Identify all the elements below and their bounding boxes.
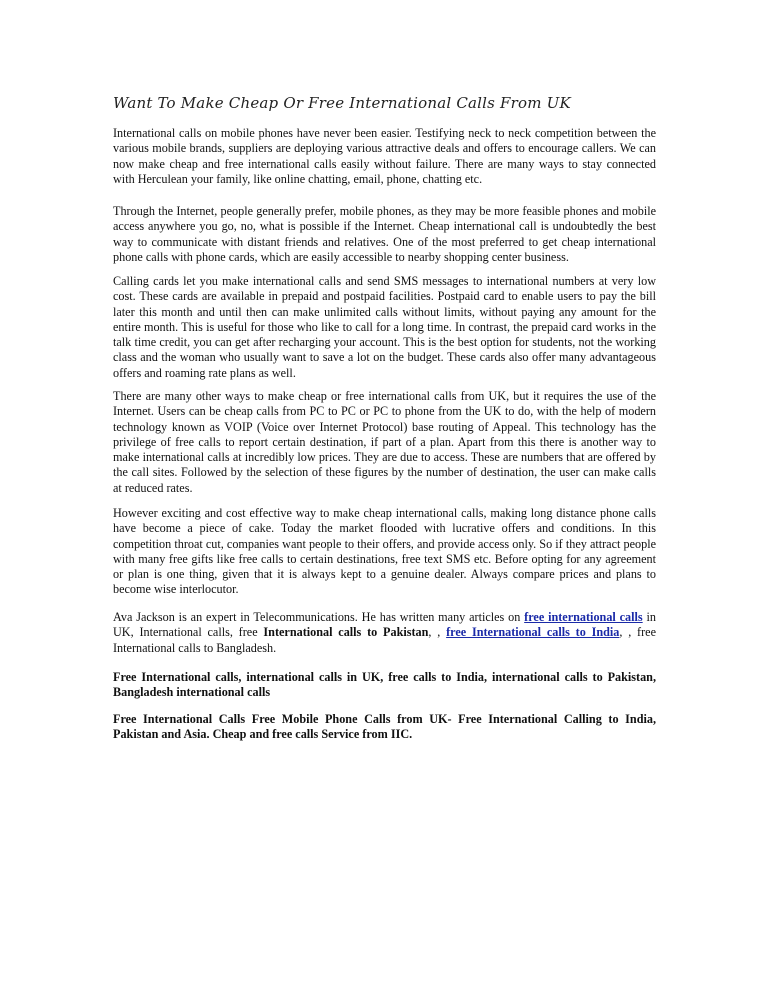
free-calls-india-link[interactable]: free International calls to India xyxy=(446,625,620,640)
author-bio-intro: Ava Jackson is an expert in Telecommunications. He has written many articles on xyxy=(113,610,525,624)
author-bio-text-2: , , xyxy=(428,625,447,640)
document-title: Want To Make Cheap Or Free International Calls From UK xyxy=(113,94,571,112)
author-bio-text-3: , , free International calls to Bangladesh. xyxy=(113,625,656,655)
keywords-line: Free International calls, international calls in UK, free calls to India, international calls to Pakistan, Bangladesh international calls xyxy=(113,670,656,700)
author-bio xyxy=(113,610,656,656)
paragraph-offers: However exciting and cost effective way to make cheap international calls, making long distance phone calls have become a piece of cake. Today the market flooded with lucrative offers and conditions. In this competition throat cut, companies want people to their offers, and provide access only. So if they attract people with many free gifts like free calls to certain destinations, free text SMS etc. Before opting for any agreement or plan is one thing, given that it is always kept to a genuine dealer. Always compare prices and plans to become wise interlocutor. xyxy=(113,506,656,597)
paragraph-internet: Through the Internet, people generally prefer, mobile phones, as they may be more feasible phones and mobile access anywhere you go, no, what is possible if the Internet. Cheap international call is undoubtedly the best way to communicate with distant friends and relatives. One of the most preferred to get cheap international phone calls with phone cards, which are easily accessible to nearby shopping center business. xyxy=(113,204,656,264)
tagline: Free International Calls Free Mobile Phone Calls from UK- Free International Calling to India, Pakistan and Asia. Cheap and free calls Service from IIC. xyxy=(113,712,656,742)
free-international-calls-link[interactable]: free international calls xyxy=(524,610,643,624)
paragraph-voip: There are many other ways to make cheap or free international calls from UK, but it requires the use of the Internet. Users can be cheap calls from PC to PC or PC to phone from the UK to do, with the help of modern technology known as VOIP (Voice over Internet Protocol) base routing of Appeal. This technology has the privilege of free calls to report certain destination, if part of a plan. Apart from this there is another way to make international calls at incredibly low prices. They are due to access. These are numbers that are offered by the call sites. Followed by the selection of these figures by the number of destination, the user can make calls at reduced rates. xyxy=(113,389,656,495)
paragraph-intro: International calls on mobile phones have never been easier. Testifying neck to neck competition between the various mobile brands, suppliers are deploying various attractive deals and offers to encourage callers. We can now make cheap and free international calls easily without failure. There are many ways to stay connected with Herculean your family, like online chatting, email, phone, chatting etc. xyxy=(113,126,656,186)
author-bio-text-1: in UK, International calls, free xyxy=(113,610,656,640)
pakistan-calls-text: International calls to Pakistan xyxy=(263,625,429,640)
paragraph-calling-cards: Calling cards let you make international calls and send SMS messages to international numbers at very low cost. These cards are available in prepaid and postpaid facilities. Postpaid card to enable users to pay the bill later this month and until then can make unlimited calls without limits, without paying any amount for the entire month. This is useful for those who like to call for a long time. In contrast, the prepaid card works in the talk time credit, you can get after recharging your account. This is the best option for students, not the working class and the woman who usually want to save a lot on the budget. These cards also offer many advantageous offers and roaming rate plans as well. xyxy=(113,274,656,380)
